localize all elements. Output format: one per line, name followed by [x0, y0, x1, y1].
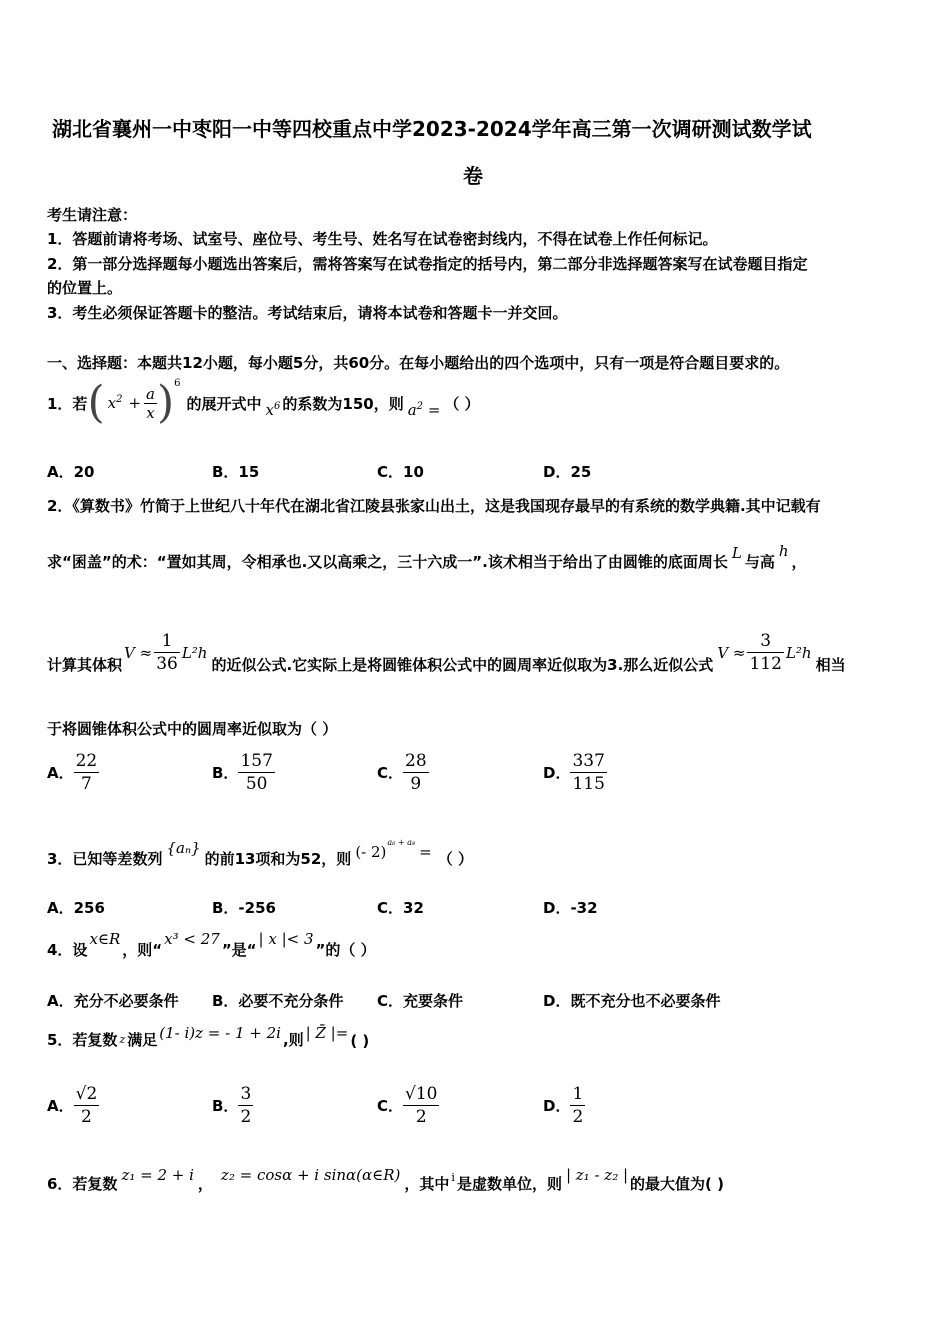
q4-option-a[interactable]: A．充分不必要条件	[47, 992, 179, 1010]
notice-heading: 考生请注意：	[47, 206, 138, 224]
q5-option-d-fraction: $\frac{1}{2}$	[572, 1084, 584, 1127]
q6-text-d: 是虚数单位，则	[456, 1175, 562, 1193]
q4-domain: x∈R	[89, 930, 121, 948]
q1-plus: +	[128, 394, 142, 412]
q2-option-c-label: C．	[377, 764, 404, 782]
q3-option-b[interactable]: B．-256	[212, 899, 276, 917]
question-6	[47, 1166, 724, 1194]
q2-formula-2-rhs: L²h	[785, 643, 812, 662]
q5-option-c-fraction: $\frac{√10}{2}$	[405, 1084, 438, 1127]
q2-line-3-text-c: 相当	[815, 656, 846, 674]
q2-formula-1-rhs: L²h	[181, 643, 208, 662]
q2-line-2-text: 求“囷盖”的术：“置如其周，令相承也.又以高乘之，三十六成一”.该术相当于给出了由圆锥的底面周长	[47, 553, 728, 571]
q2-formula-2-lhs: V ≈	[717, 643, 746, 662]
q6-imaginary-unit: i	[451, 1171, 455, 1184]
q6-text-e: 的最大值为( )	[630, 1175, 724, 1193]
q2-line-3-text-a: 计算其体积	[47, 656, 123, 674]
q5-abs-conjugate: | Z̄ |=	[305, 1024, 349, 1042]
q5-option-d[interactable]	[543, 1083, 585, 1128]
q6-text-a: 6．若复数	[47, 1175, 118, 1193]
q2-option-a-fraction: $\frac{22}{7}$	[75, 751, 98, 794]
q2-formula-1-lhs: V ≈	[124, 643, 153, 662]
q3-sequence: {aₙ}	[166, 839, 201, 857]
page-title-continued: 卷	[463, 164, 483, 188]
q5-option-b-label: B．	[212, 1097, 239, 1115]
question-4	[47, 930, 376, 960]
q2-line-4: 于将圆锥体积公式中的圆周率近似取为（ ）	[47, 720, 338, 738]
q1-option-c[interactable]: C．10	[377, 463, 424, 481]
q3-text-a: 3．已知等差数列	[47, 850, 163, 868]
q2-line-2	[47, 542, 807, 572]
q1-option-d[interactable]: D．25	[543, 463, 592, 481]
q4-option-d[interactable]: D．既不充分也不必要条件	[543, 992, 721, 1010]
q5-option-a-label: A．	[47, 1097, 74, 1115]
q2-line-2-and-height: 与高	[744, 553, 775, 571]
q5-text-a: 5．若复数	[47, 1031, 118, 1049]
q3-option-d[interactable]: D．-32	[543, 899, 598, 917]
q1-prefix: 1．若	[47, 394, 88, 413]
q5-option-a[interactable]	[47, 1083, 99, 1128]
q4-option-c[interactable]: C．充要条件	[377, 992, 464, 1010]
q3-option-c[interactable]: C．32	[377, 899, 424, 917]
q6-z1: z₁ = 2 + i	[121, 1166, 194, 1184]
q5-text-b: 满足	[127, 1031, 158, 1049]
notice-item-3: 3．考生必须保证答题卡的整洁。考试结束后，请将本试卷和答题卡一并交回。	[47, 304, 568, 322]
q2-option-c-fraction: $\frac{28}{9}$	[405, 751, 427, 794]
q1-power: 6	[174, 378, 181, 389]
q1-a-squared: $a^2$ =	[407, 401, 441, 419]
q1-option-a[interactable]: A．20	[47, 463, 95, 481]
q3-base: (- 2)	[355, 843, 387, 861]
q2-line-1: 2．《算数书》竹简于上世纪八十年代在湖北省江陵县张家山出土，这是我国现存最早的有系统的数学典籍.其中记载有	[47, 497, 821, 515]
q5-option-b-fraction: $\frac{3}{2}$	[240, 1084, 252, 1127]
section-heading: 一、选择题：本题共12小题，每小题5分，共60分。在每小题给出的四个选项中，只有一项是符合题目要求的。	[47, 354, 790, 372]
q3-exponent: a₆ + a₈	[387, 838, 416, 847]
q6-z2: z₂ = cosα + i sinα(α∈R)	[220, 1166, 401, 1184]
q3-text-b: 的前13项和为52，则	[204, 850, 352, 868]
q2-option-d[interactable]	[543, 750, 607, 795]
q4-text-d: ”的（ ）	[315, 941, 376, 959]
q4-condition-2: | x |< 3	[258, 930, 314, 948]
q4-text-b: ，则“	[122, 941, 163, 959]
q5-option-a-fraction: $\frac{√2}{2}$	[75, 1084, 98, 1127]
q2-option-b[interactable]	[212, 750, 275, 795]
q2-option-d-fraction: $\frac{337}{115}$	[572, 751, 605, 794]
page-title: 湖北省襄州一中枣阳一中等四校重点中学2023-2024学年高三第一次调研测试数学试	[52, 117, 812, 141]
q5-answer-blank: ( )	[350, 1032, 370, 1050]
q1-answer-blank: （ ）	[444, 394, 480, 413]
q2-formula-1-fraction: $\frac{1}{36}$	[156, 631, 178, 674]
q5-option-b[interactable]	[212, 1083, 253, 1128]
q2-option-a-label: A．	[47, 764, 74, 782]
q5-option-c-label: C．	[377, 1097, 404, 1115]
q1-coef-text: 的系数为150，则	[282, 394, 404, 413]
q1-option-b[interactable]: B．15	[212, 463, 260, 481]
q2-option-d-label: D．	[543, 764, 571, 782]
q1-x6: $x^6$	[265, 401, 281, 419]
q5-equation: (1- i)z = - 1 + 2i	[159, 1024, 281, 1042]
question-5	[47, 1024, 369, 1050]
q2-formula-2-fraction: $\frac{3}{112}$	[749, 631, 782, 674]
question-1	[47, 378, 480, 428]
question-3	[47, 838, 473, 869]
q4-condition-1: x³ < 27	[164, 930, 220, 948]
q1-x-squared: $x^2$	[107, 394, 123, 412]
q2-option-c[interactable]	[377, 750, 429, 795]
q6-text-b: ，	[197, 1175, 213, 1193]
notice-item-2-cont: 的位置上。	[47, 279, 123, 297]
q2-var-h: h	[778, 542, 789, 560]
q1-mid: 的展开式中	[186, 394, 262, 413]
notice-item-1: 1．答题前请将考场、试室号、座位号、考生号、姓名写在试卷密封线内，不得在试卷上作任何标记。	[47, 230, 718, 248]
q3-answer-blank: （ ）	[437, 850, 473, 868]
q5-option-d-label: D．	[543, 1097, 571, 1115]
q4-option-b[interactable]: B．必要不充分条件	[212, 992, 344, 1010]
q5-var-z: z	[119, 1033, 126, 1046]
right-paren: )	[156, 377, 175, 428]
q6-abs-difference: | z₁ - z₂ |	[565, 1166, 629, 1184]
q3-option-a[interactable]: A．256	[47, 899, 105, 917]
q2-option-a[interactable]	[47, 750, 99, 795]
q4-text-a: 4．设	[47, 941, 88, 959]
q2-line-3-text-b: 的近似公式.它实际上是将圆锥体积公式中的圆周率近似取为3.那么近似公式	[211, 656, 714, 674]
q5-option-c[interactable]	[377, 1083, 439, 1128]
q3-equals: =	[419, 843, 432, 861]
q6-text-c: ，其中	[404, 1175, 450, 1193]
q4-text-c: ”是“	[221, 941, 257, 959]
q1-fraction: $\frac{a}{x}$	[146, 384, 155, 422]
left-paren: (	[87, 377, 105, 428]
q2-line-3	[47, 630, 846, 675]
q2-option-b-fraction: $\frac{157}{50}$	[240, 751, 273, 794]
q2-line-2-comma: ，	[791, 553, 807, 571]
q5-text-c: ,则	[282, 1031, 304, 1049]
q2-option-b-label: B．	[212, 764, 239, 782]
q2-var-L: L	[731, 544, 742, 562]
notice-item-2: 2．第一部分选择题每小题选出答案后，需将答案写在试卷指定的括号内，第二部分非选择题答案写在试卷题目指定	[47, 255, 808, 273]
